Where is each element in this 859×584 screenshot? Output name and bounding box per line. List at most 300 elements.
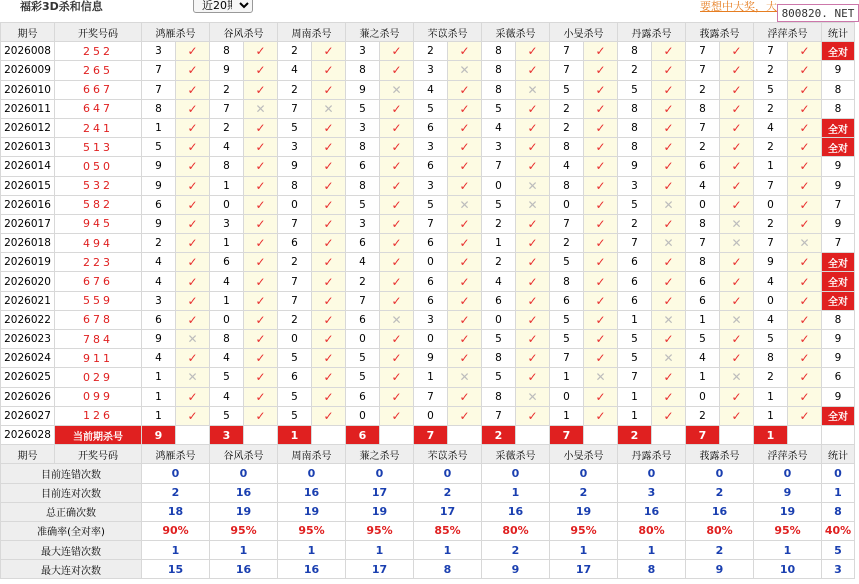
period-cell: 2026017 bbox=[1, 214, 55, 233]
cross-icon: ✕ bbox=[652, 195, 686, 214]
kill-value-cell: 2 bbox=[278, 253, 312, 272]
kill-value-cell: 4 bbox=[142, 349, 176, 368]
kill-value-cell: 6 bbox=[618, 291, 652, 310]
check-icon: ✓ bbox=[720, 138, 754, 157]
kill-value-cell: 1 bbox=[754, 406, 788, 425]
period-select[interactable] bbox=[193, 0, 253, 13]
check-icon: ✓ bbox=[788, 368, 822, 387]
draw-number-cell: 911 bbox=[55, 349, 142, 368]
check-icon: ✓ bbox=[380, 368, 414, 387]
check-icon: ✓ bbox=[312, 406, 346, 425]
kill-value-cell: 4 bbox=[278, 61, 312, 80]
kill-value-cell: 5 bbox=[278, 118, 312, 137]
stats-value: 2 bbox=[414, 483, 482, 502]
check-icon: ✓ bbox=[584, 118, 618, 137]
current-kill-number: 1 bbox=[278, 425, 312, 444]
stats-value: 1 bbox=[346, 541, 414, 560]
kill-value-cell: 7 bbox=[618, 368, 652, 387]
check-icon: ✓ bbox=[244, 157, 278, 176]
kill-value-cell: 5 bbox=[550, 253, 584, 272]
current-blank-cell bbox=[312, 425, 346, 444]
table-row bbox=[1, 138, 855, 157]
kill-value-cell: 3 bbox=[414, 61, 448, 80]
check-icon: ✓ bbox=[788, 387, 822, 406]
period-cell: 2026011 bbox=[1, 99, 55, 118]
check-icon: ✓ bbox=[516, 61, 550, 80]
draw-number-cell: 784 bbox=[55, 330, 142, 349]
check-icon: ✓ bbox=[380, 330, 414, 349]
check-icon: ✓ bbox=[584, 61, 618, 80]
check-icon: ✓ bbox=[176, 176, 210, 195]
check-icon: ✓ bbox=[244, 330, 278, 349]
check-icon: ✓ bbox=[516, 42, 550, 61]
check-icon: ✓ bbox=[448, 291, 482, 310]
check-icon: ✓ bbox=[380, 349, 414, 368]
kill-value-cell: 7 bbox=[550, 42, 584, 61]
check-icon: ✓ bbox=[584, 310, 618, 329]
stat-cell: 8 bbox=[822, 99, 855, 118]
check-icon: ✓ bbox=[380, 42, 414, 61]
check-icon: ✓ bbox=[312, 272, 346, 291]
kill-value-cell: 0 bbox=[210, 195, 244, 214]
promo-link[interactable]: 要想中大奖，大 bbox=[700, 0, 777, 13]
kill-value-cell: 3 bbox=[210, 214, 244, 233]
stat-cell: 9 bbox=[822, 387, 855, 406]
kill-value-cell: 6 bbox=[686, 272, 720, 291]
current-blank-cell bbox=[652, 425, 686, 444]
check-icon: ✓ bbox=[788, 330, 822, 349]
kill-value-cell: 5 bbox=[482, 195, 516, 214]
check-icon: ✓ bbox=[244, 406, 278, 425]
header-expert: 周南杀号 bbox=[278, 445, 346, 464]
period-cell: 2026020 bbox=[1, 272, 55, 291]
stats-value: 0 bbox=[686, 464, 754, 483]
header-expert: 谷风杀号 bbox=[210, 445, 278, 464]
cross-icon: ✕ bbox=[720, 234, 754, 253]
stats-value: 16 bbox=[482, 502, 550, 521]
kill-value-cell: 4 bbox=[550, 157, 584, 176]
kill-value-cell: 4 bbox=[210, 138, 244, 157]
kill-value-cell: 5 bbox=[414, 195, 448, 214]
kill-value-cell: 6 bbox=[142, 195, 176, 214]
current-blank-cell bbox=[788, 425, 822, 444]
kill-value-cell: 1 bbox=[142, 387, 176, 406]
kill-value-cell: 2 bbox=[210, 118, 244, 137]
kill-value-cell: 3 bbox=[482, 138, 516, 157]
kill-value-cell: 4 bbox=[482, 118, 516, 137]
current-period-cell: 2026028 bbox=[1, 425, 55, 444]
check-icon: ✓ bbox=[584, 195, 618, 214]
kill-value-cell: 6 bbox=[278, 368, 312, 387]
check-icon: ✓ bbox=[380, 272, 414, 291]
cross-icon: ✕ bbox=[652, 234, 686, 253]
kill-value-cell: 6 bbox=[618, 272, 652, 291]
stats-value: 0 bbox=[142, 464, 210, 483]
draw-number-cell: 223 bbox=[55, 253, 142, 272]
stats-value: 0 bbox=[754, 464, 822, 483]
cross-icon: ✕ bbox=[312, 99, 346, 118]
kill-value-cell: 7 bbox=[142, 61, 176, 80]
kill-value-cell: 1 bbox=[482, 234, 516, 253]
stats-label: 最大连对次数 bbox=[1, 560, 142, 579]
stats-value: 95% bbox=[346, 521, 414, 540]
current-label: 当前期杀号 bbox=[55, 425, 142, 444]
check-icon: ✓ bbox=[516, 406, 550, 425]
check-icon: ✓ bbox=[312, 42, 346, 61]
check-icon: ✓ bbox=[448, 118, 482, 137]
check-icon: ✓ bbox=[720, 61, 754, 80]
check-icon: ✓ bbox=[176, 310, 210, 329]
stats-value: 1 bbox=[414, 541, 482, 560]
kill-value-cell: 5 bbox=[278, 387, 312, 406]
header-expert: 芣苡杀号 bbox=[414, 23, 482, 42]
check-icon: ✓ bbox=[380, 176, 414, 195]
kill-value-cell: 6 bbox=[346, 387, 380, 406]
kill-value-cell: 9 bbox=[278, 157, 312, 176]
kill-value-cell: 8 bbox=[346, 61, 380, 80]
kill-value-cell: 5 bbox=[482, 330, 516, 349]
kill-value-cell: 7 bbox=[754, 176, 788, 195]
kill-value-cell: 8 bbox=[550, 138, 584, 157]
check-icon: ✓ bbox=[244, 80, 278, 99]
kill-value-cell: 8 bbox=[686, 99, 720, 118]
header-expert: 蒹之杀号 bbox=[346, 445, 414, 464]
kill-value-cell: 7 bbox=[550, 214, 584, 233]
kill-value-cell: 5 bbox=[618, 195, 652, 214]
header-expert: 浮萍杀号 bbox=[754, 445, 822, 464]
stats-value: 2 bbox=[686, 483, 754, 502]
kill-value-cell: 7 bbox=[482, 406, 516, 425]
stats-row bbox=[1, 541, 855, 560]
draw-number-cell: 494 bbox=[55, 234, 142, 253]
check-icon: ✓ bbox=[244, 253, 278, 272]
kill-value-cell: 7 bbox=[686, 118, 720, 137]
header-period: 期号 bbox=[1, 445, 55, 464]
header-expert: 鸿雁杀号 bbox=[142, 23, 210, 42]
kill-value-cell: 7 bbox=[142, 80, 176, 99]
period-cell: 2026016 bbox=[1, 195, 55, 214]
check-icon: ✓ bbox=[516, 99, 550, 118]
check-icon: ✓ bbox=[448, 214, 482, 233]
check-icon: ✓ bbox=[788, 214, 822, 233]
kill-value-cell: 2 bbox=[278, 80, 312, 99]
kill-value-cell: 7 bbox=[482, 157, 516, 176]
period-cell: 2026013 bbox=[1, 138, 55, 157]
stats-row bbox=[1, 464, 855, 483]
kill-value-cell: 4 bbox=[142, 253, 176, 272]
kill-value-cell: 4 bbox=[754, 272, 788, 291]
check-icon: ✓ bbox=[584, 387, 618, 406]
kill-value-cell: 4 bbox=[414, 80, 448, 99]
kill-value-cell: 6 bbox=[550, 291, 584, 310]
kill-value-cell: 3 bbox=[142, 42, 176, 61]
stat-cell: 全对 bbox=[822, 272, 855, 291]
kill-value-cell: 4 bbox=[142, 272, 176, 291]
cross-icon: ✕ bbox=[516, 176, 550, 195]
kill-value-cell: 5 bbox=[210, 406, 244, 425]
stats-value: 16 bbox=[278, 560, 346, 579]
header-draw: 开奖号码 bbox=[55, 23, 142, 42]
period-cell: 2026022 bbox=[1, 310, 55, 329]
kill-value-cell: 1 bbox=[754, 157, 788, 176]
kill-value-cell: 5 bbox=[686, 330, 720, 349]
check-icon: ✓ bbox=[176, 138, 210, 157]
check-icon: ✓ bbox=[516, 368, 550, 387]
check-icon: ✓ bbox=[176, 234, 210, 253]
kill-number-table bbox=[0, 22, 855, 579]
current-blank-cell bbox=[720, 425, 754, 444]
kill-value-cell: 5 bbox=[278, 406, 312, 425]
kill-value-cell: 1 bbox=[618, 310, 652, 329]
check-icon: ✓ bbox=[312, 330, 346, 349]
kill-value-cell: 0 bbox=[414, 253, 448, 272]
check-icon: ✓ bbox=[244, 368, 278, 387]
kill-value-cell: 6 bbox=[278, 234, 312, 253]
check-icon: ✓ bbox=[244, 42, 278, 61]
draw-number-cell: 647 bbox=[55, 99, 142, 118]
check-icon: ✓ bbox=[652, 138, 686, 157]
check-icon: ✓ bbox=[788, 291, 822, 310]
stats-value: 3 bbox=[618, 483, 686, 502]
current-blank-cell bbox=[176, 425, 210, 444]
current-blank-cell bbox=[516, 425, 550, 444]
table-row bbox=[1, 195, 855, 214]
kill-value-cell: 8 bbox=[210, 157, 244, 176]
cross-icon: ✕ bbox=[516, 195, 550, 214]
header-expert: 小旻杀号 bbox=[550, 445, 618, 464]
kill-value-cell: 2 bbox=[414, 42, 448, 61]
check-icon: ✓ bbox=[652, 387, 686, 406]
stat-cell: 全对 bbox=[822, 253, 855, 272]
current-blank-cell bbox=[244, 425, 278, 444]
kill-value-cell: 8 bbox=[210, 330, 244, 349]
check-icon: ✓ bbox=[380, 99, 414, 118]
kill-value-cell: 8 bbox=[550, 272, 584, 291]
stats-value: 17 bbox=[550, 560, 618, 579]
check-icon: ✓ bbox=[448, 387, 482, 406]
header-period: 期号 bbox=[1, 23, 55, 42]
kill-value-cell: 0 bbox=[754, 195, 788, 214]
header-expert: 蒹之杀号 bbox=[346, 23, 414, 42]
check-icon: ✓ bbox=[720, 99, 754, 118]
kill-value-cell: 0 bbox=[278, 195, 312, 214]
kill-value-cell: 5 bbox=[550, 330, 584, 349]
check-icon: ✓ bbox=[652, 291, 686, 310]
check-icon: ✓ bbox=[312, 387, 346, 406]
kill-value-cell: 5 bbox=[142, 138, 176, 157]
check-icon: ✓ bbox=[380, 253, 414, 272]
kill-value-cell: 4 bbox=[210, 349, 244, 368]
check-icon: ✓ bbox=[584, 99, 618, 118]
check-icon: ✓ bbox=[788, 253, 822, 272]
stats-total: 40% bbox=[822, 521, 855, 540]
stats-label: 准确率(全对率) bbox=[1, 521, 142, 540]
check-icon: ✓ bbox=[584, 157, 618, 176]
check-icon: ✓ bbox=[380, 234, 414, 253]
check-icon: ✓ bbox=[720, 176, 754, 195]
current-kill-number: 7 bbox=[686, 425, 720, 444]
draw-number-cell: 252 bbox=[55, 42, 142, 61]
check-icon: ✓ bbox=[516, 330, 550, 349]
kill-value-cell: 0 bbox=[686, 387, 720, 406]
kill-value-cell: 5 bbox=[210, 368, 244, 387]
stat-cell: 9 bbox=[822, 61, 855, 80]
stats-total: 8 bbox=[822, 502, 855, 521]
draw-number-cell: 265 bbox=[55, 61, 142, 80]
check-icon: ✓ bbox=[788, 272, 822, 291]
table-header bbox=[1, 23, 855, 42]
cross-icon: ✕ bbox=[720, 368, 754, 387]
kill-value-cell: 1 bbox=[210, 234, 244, 253]
stats-value: 2 bbox=[686, 541, 754, 560]
kill-value-cell: 5 bbox=[550, 80, 584, 99]
check-icon: ✓ bbox=[176, 253, 210, 272]
check-icon: ✓ bbox=[244, 176, 278, 195]
stat-cell: 全对 bbox=[822, 406, 855, 425]
stats-value: 1 bbox=[142, 541, 210, 560]
check-icon: ✓ bbox=[788, 42, 822, 61]
cross-icon: ✕ bbox=[448, 368, 482, 387]
check-icon: ✓ bbox=[720, 195, 754, 214]
check-icon: ✓ bbox=[448, 272, 482, 291]
stats-value: 95% bbox=[278, 521, 346, 540]
kill-value-cell: 8 bbox=[346, 176, 380, 195]
draw-number-cell: 667 bbox=[55, 80, 142, 99]
table-row bbox=[1, 80, 855, 99]
kill-value-cell: 9 bbox=[142, 214, 176, 233]
kill-value-cell: 2 bbox=[754, 61, 788, 80]
stats-total: 1 bbox=[822, 483, 855, 502]
check-icon: ✓ bbox=[720, 349, 754, 368]
check-icon: ✓ bbox=[720, 406, 754, 425]
stat-cell: 8 bbox=[822, 310, 855, 329]
kill-value-cell: 3 bbox=[142, 291, 176, 310]
kill-value-cell: 2 bbox=[482, 214, 516, 233]
kill-value-cell: 6 bbox=[414, 234, 448, 253]
check-icon: ✓ bbox=[720, 253, 754, 272]
check-icon: ✓ bbox=[516, 234, 550, 253]
stats-value: 16 bbox=[210, 560, 278, 579]
period-cell: 2026012 bbox=[1, 118, 55, 137]
period-cell: 2026008 bbox=[1, 42, 55, 61]
stat-cell: 9 bbox=[822, 349, 855, 368]
kill-value-cell: 2 bbox=[550, 234, 584, 253]
kill-value-cell: 0 bbox=[754, 291, 788, 310]
kill-value-cell: 6 bbox=[346, 157, 380, 176]
kill-value-cell: 8 bbox=[482, 61, 516, 80]
kill-value-cell: 8 bbox=[210, 42, 244, 61]
period-cell: 2026014 bbox=[1, 157, 55, 176]
check-icon: ✓ bbox=[312, 234, 346, 253]
check-icon: ✓ bbox=[312, 214, 346, 233]
stats-value: 2 bbox=[142, 483, 210, 502]
period-cell: 2026018 bbox=[1, 234, 55, 253]
check-icon: ✓ bbox=[244, 272, 278, 291]
kill-value-cell: 2 bbox=[482, 253, 516, 272]
table-row bbox=[1, 157, 855, 176]
kill-value-cell: 8 bbox=[482, 42, 516, 61]
check-icon: ✓ bbox=[380, 214, 414, 233]
header-stat: 统计 bbox=[822, 445, 855, 464]
period-cell: 2026025 bbox=[1, 368, 55, 387]
check-icon: ✓ bbox=[380, 118, 414, 137]
cross-icon: ✕ bbox=[448, 195, 482, 214]
draw-number-cell: 126 bbox=[55, 406, 142, 425]
check-icon: ✓ bbox=[788, 157, 822, 176]
period-cell: 2026015 bbox=[1, 176, 55, 195]
kill-value-cell: 8 bbox=[686, 214, 720, 233]
check-icon: ✓ bbox=[652, 176, 686, 195]
stats-value: 90% bbox=[142, 521, 210, 540]
stat-cell: 8 bbox=[822, 80, 855, 99]
kill-value-cell: 7 bbox=[686, 61, 720, 80]
check-icon: ✓ bbox=[244, 118, 278, 137]
kill-value-cell: 1 bbox=[686, 368, 720, 387]
kill-value-cell: 5 bbox=[618, 80, 652, 99]
kill-value-cell: 6 bbox=[142, 310, 176, 329]
draw-number-cell: 050 bbox=[55, 157, 142, 176]
stats-row bbox=[1, 521, 855, 540]
check-icon: ✓ bbox=[176, 214, 210, 233]
kill-value-cell: 0 bbox=[278, 330, 312, 349]
kill-value-cell: 7 bbox=[414, 214, 448, 233]
check-icon: ✓ bbox=[652, 118, 686, 137]
check-icon: ✓ bbox=[448, 80, 482, 99]
period-cell: 2026024 bbox=[1, 349, 55, 368]
kill-value-cell: 9 bbox=[210, 61, 244, 80]
check-icon: ✓ bbox=[312, 157, 346, 176]
stats-value: 0 bbox=[210, 464, 278, 483]
check-icon: ✓ bbox=[448, 176, 482, 195]
kill-value-cell: 3 bbox=[346, 118, 380, 137]
check-icon: ✓ bbox=[176, 272, 210, 291]
kill-value-cell: 9 bbox=[414, 349, 448, 368]
stats-value: 15 bbox=[142, 560, 210, 579]
check-icon: ✓ bbox=[516, 253, 550, 272]
period-cell: 2026026 bbox=[1, 387, 55, 406]
check-icon: ✓ bbox=[788, 349, 822, 368]
kill-value-cell: 7 bbox=[550, 349, 584, 368]
stats-value: 17 bbox=[346, 560, 414, 579]
cross-icon: ✕ bbox=[176, 368, 210, 387]
check-icon: ✓ bbox=[448, 349, 482, 368]
stats-value: 8 bbox=[618, 560, 686, 579]
kill-value-cell: 3 bbox=[278, 138, 312, 157]
stats-label: 总正确次数 bbox=[1, 502, 142, 521]
cross-icon: ✕ bbox=[652, 349, 686, 368]
kill-value-cell: 2 bbox=[686, 138, 720, 157]
check-icon: ✓ bbox=[448, 138, 482, 157]
check-icon: ✓ bbox=[312, 61, 346, 80]
kill-value-cell: 8 bbox=[142, 99, 176, 118]
kill-value-cell: 5 bbox=[278, 349, 312, 368]
check-icon: ✓ bbox=[652, 368, 686, 387]
check-icon: ✓ bbox=[720, 80, 754, 99]
kill-value-cell: 2 bbox=[754, 368, 788, 387]
kill-value-cell: 2 bbox=[550, 99, 584, 118]
stats-value: 19 bbox=[346, 502, 414, 521]
table-row bbox=[1, 214, 855, 233]
header-expert: 采薇杀号 bbox=[482, 23, 550, 42]
check-icon: ✓ bbox=[448, 42, 482, 61]
cross-icon: ✕ bbox=[584, 368, 618, 387]
check-icon: ✓ bbox=[380, 291, 414, 310]
kill-value-cell: 8 bbox=[482, 387, 516, 406]
period-cell: 2026027 bbox=[1, 406, 55, 425]
kill-value-cell: 2 bbox=[618, 214, 652, 233]
check-icon: ✓ bbox=[312, 310, 346, 329]
stat-cell: 7 bbox=[822, 195, 855, 214]
